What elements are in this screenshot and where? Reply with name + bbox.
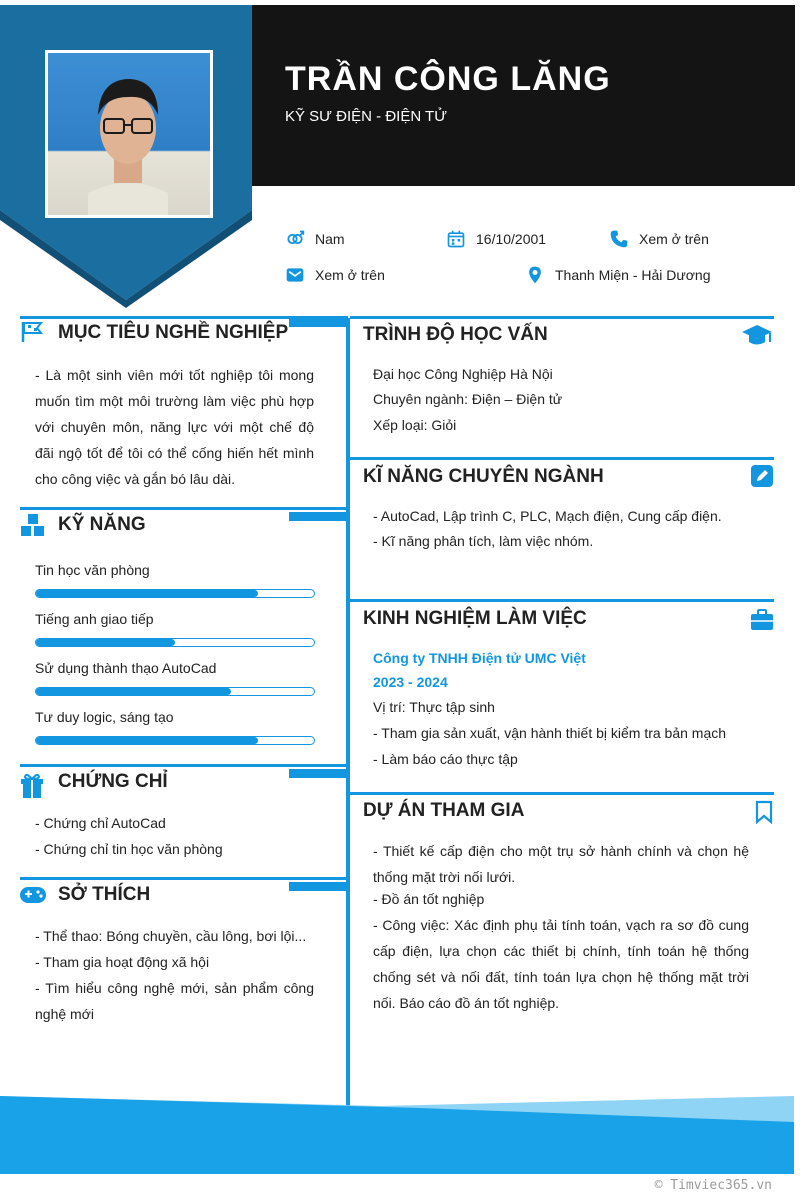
hobbies-title: SỞ THÍCH: [58, 884, 151, 905]
pro-skills-rule: [350, 457, 774, 460]
gamepad-icon: [19, 884, 47, 906]
certificates-title: CHỨNG CHỈ: [58, 771, 168, 792]
certificate-item: - Chứng chỉ tin học văn phòng: [35, 841, 223, 857]
certificates-accent: [289, 769, 347, 778]
email-icon: [285, 265, 305, 285]
certificate-item: - Chứng chỉ AutoCad: [35, 815, 166, 831]
flag-icon: [20, 320, 44, 344]
experience-line: Vị trí: Thực tập sinh: [373, 699, 495, 715]
certificates-rule: [20, 764, 348, 767]
info-phone: [609, 229, 709, 249]
project-line: - Đồ án tốt nghiệp: [373, 891, 485, 907]
objective-title: MỤC TIÊU NGHỀ NGHIỆP: [58, 322, 289, 343]
hobby-item: - Thể thao: Bóng chuyền, cầu lông, bơi lội...: [35, 928, 307, 944]
info-birthday: [446, 229, 546, 249]
skill-bar: [35, 687, 315, 696]
education-title: TRÌNH ĐỘ HỌC VẤN: [363, 324, 548, 345]
calendar-icon: [446, 229, 466, 249]
project-line: - Thiết kế cấp điện cho một trụ sở hành chính và chọn hệ thống mặt trời nối lưới.: [373, 843, 749, 885]
info-gender: [285, 229, 345, 249]
skill-label: Tư duy logic, sáng tạo: [35, 709, 174, 725]
job-title: KỸ SƯ ĐIỆN - ĐIỆN TỬ: [285, 108, 448, 125]
candidate-name: TRẦN CÔNG LĂNG: [285, 60, 611, 98]
pro-skills-title: KĨ NĂNG CHUYÊN NGÀNH: [363, 466, 604, 487]
experience-line: - Tham gia sản xuất, vận hành thiết bị kiểm tra bản mạch: [373, 725, 727, 741]
location-pin-icon: [525, 265, 545, 285]
profile-photo: [45, 50, 213, 218]
experience-title: KINH NGHIỆM LÀM VIỆC: [363, 608, 587, 629]
education-line: Chuyên ngành: Điện – Điện tử: [373, 391, 563, 407]
experience-line: - Làm báo cáo thực tập: [373, 751, 518, 767]
skill-bar-fill: [36, 688, 231, 695]
project-line: - Công việc: Xác định phụ tải tính toán, vạch ra sơ đồ cung cấp điện, lựa chọn các thiết bị chính, tính toán hệ thống chống sét và nối đất, tính toán lựa chọn hệ thống mặt trời nối. Báo cáo đồ án tốt nghiệp.: [373, 917, 749, 1011]
education-line: Xếp loại: Giỏi: [373, 417, 457, 433]
hobby-item: - Tìm hiểu công nghệ mới, sản phẩm công nghệ mới: [35, 980, 314, 1022]
hobby-item: - Tham gia hoạt động xã hội: [35, 954, 210, 970]
column-divider: [346, 318, 350, 1108]
phone-icon: [609, 229, 629, 249]
skills-title: KỸ NĂNG: [58, 514, 146, 535]
skill-item: [35, 655, 315, 696]
gender-value: Nam: [315, 231, 345, 247]
cubes-icon: [19, 512, 47, 540]
skill-bar-fill: [36, 737, 258, 744]
gift-icon: [20, 772, 44, 800]
phone-value: Xem ở trên: [639, 231, 709, 247]
skill-bar-fill: [36, 590, 258, 597]
skill-bar: [35, 589, 315, 598]
birthday-value: 16/10/2001: [476, 231, 547, 247]
skill-bar-fill: [36, 639, 175, 646]
objective-accent: [289, 318, 347, 327]
info-email: [285, 265, 385, 285]
edit-icon: [751, 465, 773, 487]
experience-period: 2023 - 2024: [373, 674, 448, 690]
projects-title: DỰ ÁN THAM GIA: [363, 800, 525, 821]
education-line: Đại học Công Nghiệp Hà Nội: [373, 366, 553, 382]
skill-item: [35, 704, 315, 745]
experience-rule: [350, 599, 774, 602]
hobbies-rule: [20, 877, 348, 880]
skill-label: Tiếng anh giao tiếp: [35, 611, 154, 627]
skill-label: Sử dụng thành thạo AutoCad: [35, 660, 217, 676]
footer-wave: [0, 1092, 800, 1174]
pro-skill-line: - Kĩ năng phân tích, làm việc nhóm.: [373, 533, 594, 549]
watermark: © Timviec365.vn: [654, 1178, 772, 1193]
experience-company: Công ty TNHH Điện tử UMC Việt: [373, 650, 586, 666]
education-rule: [350, 316, 774, 319]
skill-bar: [35, 638, 315, 647]
skill-item: [35, 606, 315, 647]
email-value: Xem ở trên: [315, 267, 385, 283]
gender-icon: [285, 229, 305, 249]
skill-item: [35, 557, 315, 598]
bookmark-icon: [755, 800, 773, 824]
pro-skill-line: - AutoCad, Lập trình C, PLC, Mạch điện, Cung cấp điện.: [373, 508, 722, 524]
skills-rule: [20, 507, 348, 510]
info-address: [525, 265, 711, 285]
briefcase-icon: [750, 608, 774, 632]
skills-accent: [289, 512, 347, 521]
hobbies-accent: [289, 882, 347, 891]
skill-label: Tin học văn phòng: [35, 562, 150, 578]
graduation-cap-icon: [741, 322, 773, 350]
skill-bar: [35, 736, 315, 745]
projects-rule: [350, 792, 774, 795]
address-value: Thanh Miện - Hải Dương: [555, 267, 711, 283]
objective-text: - Là một sinh viên mới tốt nghiệp tôi mong muốn tìm một môi trường làm việc phù hợp với chuyên môn, năng lực với một chế độ đãi ngộ tốt để tôi có thể cống hiến hết mình cho công việc và gắn bó lâu dài.: [35, 367, 314, 487]
